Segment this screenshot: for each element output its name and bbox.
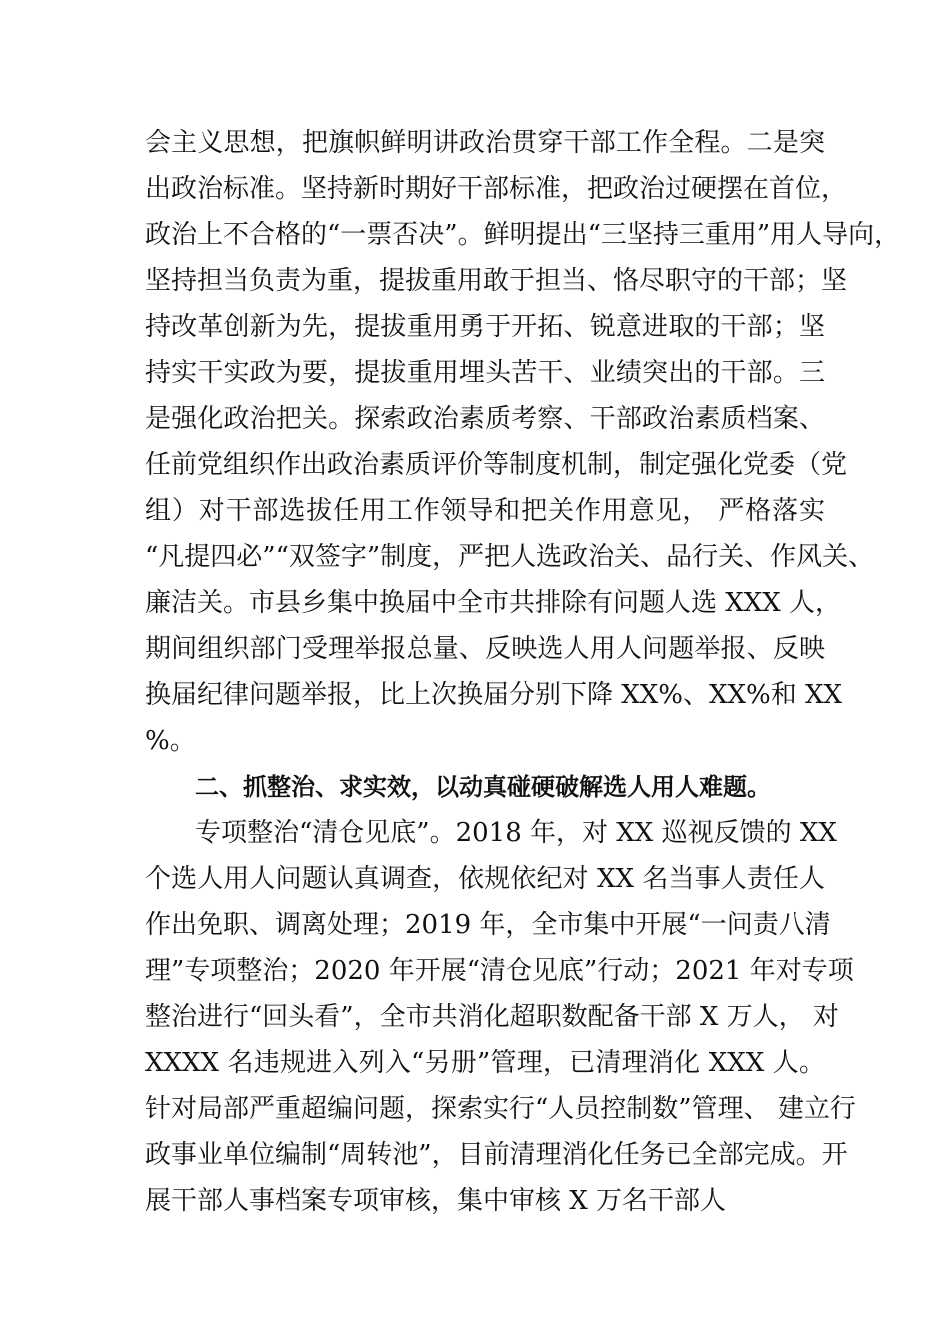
paragraph-line: 专项整治“清仓见底”。2018 年，对 XX 巡视反馈的 XX xyxy=(195,818,837,848)
paragraph-line: 任前党组织作出政治素质评价等制度机制，制定强化党委（党 xyxy=(145,450,848,480)
paragraph-line: 出政治标准。坚持新时期好干部标准，把政治过硬摆在首位， xyxy=(145,174,848,204)
paragraph-line: 换届纪律问题举报，比上次换届分别下降 XX%、XX%和 XX xyxy=(145,680,842,710)
paragraph-line: 期间组织部门受理举报总量、反映选人用人问题举报、反映 xyxy=(145,634,825,664)
paragraph-line: 廉洁关。市县乡集中换届中全市共排除有问题人选 XXX 人， xyxy=(145,588,842,618)
paragraph-line: 理”专项整治；2020 年开展“清仓见底”行动；2021 年对专项 xyxy=(145,956,854,986)
paragraph-line: 作出免职、调离处理；2019 年，全市集中开展“一问责八清 xyxy=(145,910,831,940)
section-heading: 二、抓整治、求实效，以动真碰硬破解选人用人难题。 xyxy=(195,773,771,801)
paragraph-line: 坚持担当负责为重，提拔重用敢于担当、恪尽职守的干部；坚 xyxy=(145,266,848,296)
paragraph-line: “凡提四必”“双签字”制度，严把人选政治关、品行关、作风关、 xyxy=(145,542,875,572)
paragraph-line: 持实干实政为要，提拔重用埋头苦干、业绩突出的干部。三 xyxy=(145,358,825,388)
paragraph-line: 针对局部严重超编问题，探索实行“人员控制数”管理、 建立行 xyxy=(145,1094,856,1124)
paragraph-line: XXXX 名违规进入列入“另册”管理，已清理消化 XXX 人。 xyxy=(145,1048,825,1078)
paragraph-line: 政治上不合格的“一票否决”。鲜明提出“三坚持三重用”用人导向， xyxy=(145,220,901,250)
paragraph-line: 政事业单位编制“周转池”，目前清理消化任务已全部完成。开 xyxy=(145,1140,848,1170)
paragraph-line: %。 xyxy=(145,726,196,756)
paragraph-line: 展干部人事档案专项审核，集中审核 X 万名干部人 xyxy=(145,1186,727,1216)
paragraph-line: 持改革创新为先，提拔重用勇于开拓、锐意进取的干部；坚 xyxy=(145,312,825,342)
paragraph-line: 整治进行“回头看”，全市共消化超职数配备干部 X 万人， 对 xyxy=(145,1002,839,1032)
paragraph-line: 个选人用人问题认真调查，依规依纪对 XX 名当事人责任人 xyxy=(145,864,825,894)
paragraph-line: 组）对干部选拔任用工作领导和把关作用意见， 严格落实 xyxy=(145,496,825,526)
paragraph-line: 会主义思想，把旗帜鲜明讲政治贯穿干部工作全程。二是突 xyxy=(145,128,825,158)
paragraph-line: 是强化政治把关。探索政治素质考察、干部政治素质档案、 xyxy=(145,404,825,434)
